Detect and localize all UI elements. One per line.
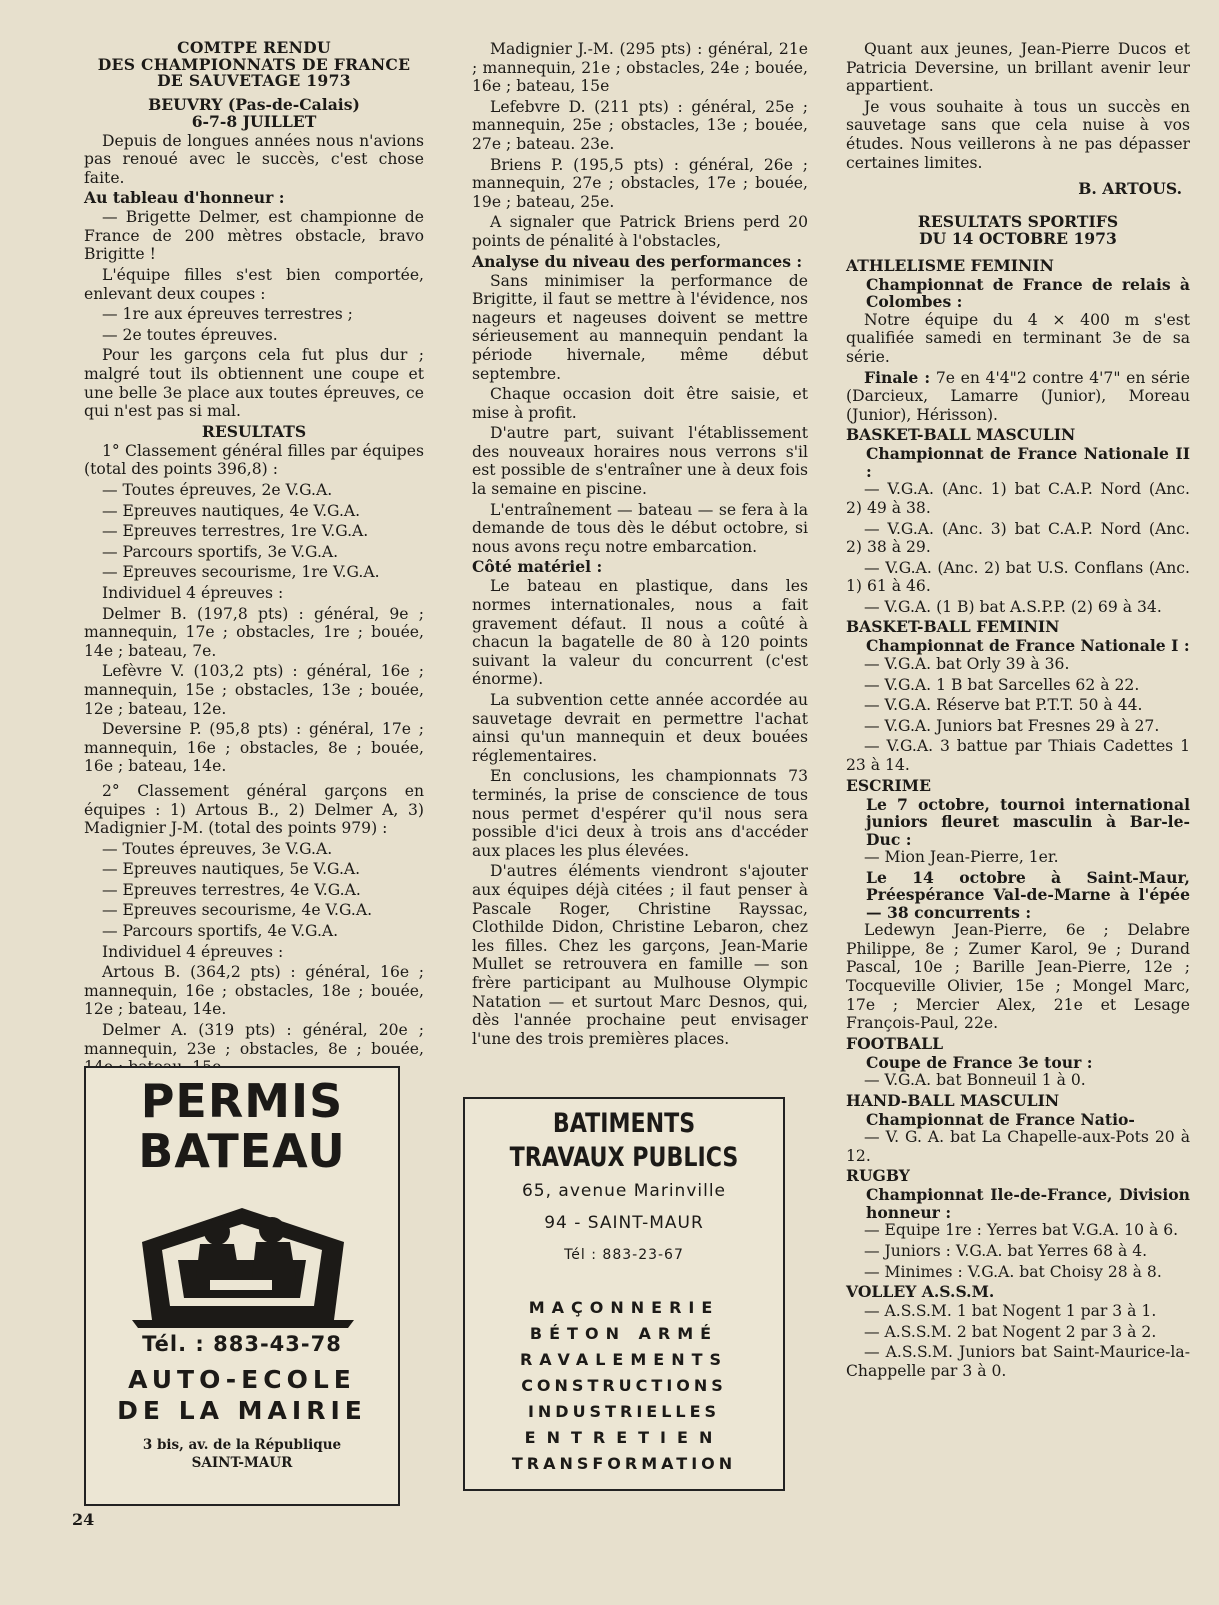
conclusion-paragraph: D'autres éléments viendront s'ajouter aux équipes déjà citées ; il faut penser à Pascale Roger, Christine Rayssac, Clothilde Didon, Christine Lebaron, chez les filles. Chez les garçons, Jean-Marie Mullet se retrouvera en famille — son frère participant au Mulhouse Olympic Natation — et surtout Marc Desnos, qui, dès l'année prochaine peut envisager l'une des trois premières places. xyxy=(472,862,808,1048)
girls-result-item: — Parcours sportifs, 3e V.G.A. xyxy=(102,542,339,561)
boys-result-item: — Epreuves terrestres, 4e V.G.A. xyxy=(102,880,361,899)
article-title-line-1: COMTPE RENDU xyxy=(177,38,331,57)
boys-individual-result: Madignier J.-M. (295 pts) : général, 21e ; mannequin, 21e ; obstacles, 24e ; bouée, 16e ; bateau, 15e xyxy=(472,40,808,96)
girls-result-item: — Epreuves nautiques, 4e V.G.A. xyxy=(102,501,361,520)
boys-result-item: — Toutes épreuves, 3e V.G.A. xyxy=(102,839,333,858)
girls-cup-item: — 2e toutes épreuves. xyxy=(102,325,278,344)
handball-heading: HAND-BALL MASCULIN xyxy=(846,1090,1060,1110)
article-title-line-2: DES CHAMPIONNATS DE FRANCE xyxy=(97,54,411,74)
boys-individual-result: Delmer A. (319 pts) : général, 20e ; mannequin, 23e ; obstacles, 8e ; bouée, xyxy=(84,1021,424,1058)
ad-service: MAÇONNERIE xyxy=(528,1298,720,1317)
ad-headline: BATIMENTS xyxy=(552,1108,696,1139)
ad-headline: TRAVAUX PUBLICS xyxy=(509,1142,739,1173)
rugby-item: — Equipe 1re : Yerres bat V.G.A. 10 à 6. xyxy=(864,1221,1179,1240)
boys-individual-result: Artous B. (364,2 pts) : général, 16e ; mannequin, 16e ; obstacles, 18e ; bouée, 12e ; bateau, 14e. xyxy=(84,963,424,1019)
volley-heading: VOLLEY A.S.S.M. xyxy=(846,1282,995,1302)
material-heading: Côté matériel : xyxy=(472,557,603,577)
basketball-women-item: — V.G.A. 1 B bat Sarcelles 62 à 22. xyxy=(864,675,1140,694)
ad-service: ENTRETIEN xyxy=(524,1428,724,1447)
honour-text: — Brigette Delmer, est championne de France de 200 mètres obstacle, bravo Brigitte ! xyxy=(84,208,424,264)
analysis-paragraph: L'entraînement — bateau — se fera à la demande de tous dès le début octobre, si nous avons reçu notre embarcation. xyxy=(472,500,808,556)
penalty-note: A signaler que Patrick Briens perd 20 points de pénalité à l'obstacles, xyxy=(472,213,808,250)
analysis-paragraph: Chaque occasion doit être saisie, et mise à profit. xyxy=(472,385,808,422)
ad-headline: PERMIS xyxy=(140,1074,344,1128)
closing-paragraph: Je vous souhaite à tous un succès en sauvetage sans que cela nuise à vos études. Nous veillerons à ne pas dépasser certaines limites. xyxy=(846,97,1190,172)
final-label: Finale : xyxy=(864,367,931,387)
results-title-line-1: RESULTATS SPORTIFS xyxy=(917,211,1119,231)
volley-item: — A.S.S.M. 1 bat Nogent 1 par 3 à 1. xyxy=(864,1302,1157,1321)
rugby-item: — Minimes : V.G.A. bat Choisy 28 à 8. xyxy=(864,1262,1162,1281)
ad-phone: Tél : 883-23-67 xyxy=(564,1247,684,1263)
handball-item: — V. G. A. bat La Chapelle-aux-Pots 20 à 12. xyxy=(846,1128,1190,1165)
volley-item: — A.S.S.M. 2 bat Nogent 2 par 3 à 2. xyxy=(864,1322,1157,1341)
basketball-men-heading: BASKET-BALL MASCULIN xyxy=(846,425,1076,445)
girls-cup-item: — 1re aux épreuves terrestres ; xyxy=(102,305,353,324)
girls-individual-result: Deversine P. (95,8 pts) : général, 17e ; mannequin, 16e ; obstacles, 8e ; bouée, 16e ; bateau, 14e. xyxy=(84,720,424,776)
athletics-final xyxy=(846,369,1190,425)
ad-phone: Tél. : 883-43-78 xyxy=(142,1332,342,1356)
article-place: BEUVRY (Pas-de-Calais) xyxy=(148,94,360,114)
ad-school-name: DE LA MAIRIE xyxy=(117,1396,367,1425)
basketball-men-item: — V.G.A. (Anc. 2) bat U.S. Conflans (Anc. 1) 61 à 46. xyxy=(846,558,1190,596)
advertisement-batiments xyxy=(463,1097,785,1491)
basketball-women-sub: Championnat de France Nationale I : xyxy=(866,636,1190,656)
ad-city: 94 - SAINT-MAUR xyxy=(544,1213,704,1233)
football-item: — V.G.A. bat Bonneuil 1 à 0. xyxy=(864,1071,1086,1090)
honour-heading: Au tableau d'honneur : xyxy=(84,188,285,208)
football-sub: Coupe de France 3e tour : xyxy=(866,1052,1093,1072)
ad-service: RAVALEMENTS xyxy=(519,1350,729,1369)
ad-service: CONSTRUCTIONS xyxy=(521,1376,727,1395)
analysis-paragraph: Sans minimiser la performance de Brigitte, il faut se mettre à l'évidence, nos nageurs et nageuses doivent se mettre sérieusement au mannequin pendant la période hivernale, même début septembre. xyxy=(472,271,808,383)
ad-school-name: AUTO-ECOLE xyxy=(128,1365,356,1394)
girls-result-item: — Epreuves terrestres, 1re V.G.A. xyxy=(102,522,369,541)
volley-item: — A.S.S.M. Juniors bat Saint-Maurice-la-Chappelle par 3 à 0. xyxy=(846,1343,1190,1381)
basketball-women-item: — V.G.A. Réserve bat P.T.T. 50 à 44. xyxy=(864,696,1143,715)
rugby-item: — Juniors : V.G.A. bat Yerres 68 à 4. xyxy=(864,1242,1148,1261)
results-heading: RESULTATS xyxy=(201,421,307,441)
girls-result-item: — Toutes épreuves, 2e V.G.A. xyxy=(102,481,333,499)
fencing-item: — Mion Jean-Pierre, 1er. xyxy=(864,848,1059,867)
athletics-text: Notre équipe du 4 × 400 m s'est qualifiée samedi en terminant 3e de sa série. xyxy=(846,310,1190,366)
boys-result-item: — Parcours sportifs, 4e V.G.A. xyxy=(102,922,339,941)
page-number: 24 xyxy=(72,1510,95,1529)
article-title-line-3: DE SAUVETAGE 1973 xyxy=(157,71,351,90)
analysis-paragraph: D'autre part, suivant l'établissement des nouveaux horaires nous verrons s'il est possible de s'entraîner une à deux fois la semaine en piscine. xyxy=(472,424,808,499)
boys-text: Pour les garçons cela fut plus dur ; malgré tout ils obtiennent une coupe et une belle 3e place aux toutes épreuves, ce qui n'est pas si mal. xyxy=(84,346,424,421)
ad-street: 65, avenue Marinville xyxy=(521,1181,727,1201)
rugby-heading: RUGBY xyxy=(846,1166,910,1186)
motorboat-illustration-icon xyxy=(122,1180,362,1330)
boys-result-item: — Epreuves nautiques, 5e V.G.A. xyxy=(102,860,361,879)
column-3 xyxy=(846,40,1190,1383)
handball-sub: Championnat de France Natio- xyxy=(866,1109,1135,1129)
intro-paragraph: Depuis de longues années nous n'avions pas renoué avec le succès, c'est chose faite. xyxy=(84,131,424,187)
conclusion-paragraph: En conclusions, les championnats 73 terminés, la prise de conscience de tous nous permet d'espérer qu'il nous sera possible d'ici deux à trois ans d'accéder aux places les plus élevées. xyxy=(472,767,808,860)
boys-individual-heading: Individuel 4 épreuves : xyxy=(102,942,284,961)
boys-individual-result: Lefebvre D. (211 pts) : général, 25e ; mannequin, 25e ; obstacles, 13e ; bouée, 27e ; bateau. 23e. xyxy=(472,97,808,153)
fencing-item: Ledewyn Jean-Pierre, 6e ; Delabre Philippe, 8e ; Zumer Karol, 9e ; Durand Pascal, 10e ; Barille Jean-Pierre, 12e ; Tocqueville Olivier, 15e ; Mongel Marc, 17e ; Mercier Alex, 21e et Lesage François-Paul, 22e. xyxy=(846,921,1190,1033)
basketball-men-item: — V.G.A. (Anc. 3) bat C.A.P. Nord (Anc. 2) 38 à 29. xyxy=(846,519,1190,557)
girls-individual-result: Delmer B. (197,8 pts) : général, 9e ; mannequin, 17e ; obstacles, 1re ; bouée, 14e ; bateau, 7e. xyxy=(84,604,424,660)
fencing-sub: Le 14 octobre à Saint-Maur, Préespérance Val-de-Marne à l'épée — 38 concurrents : xyxy=(866,867,1190,922)
basketball-women-item: — V.G.A. bat Orly 39 à 36. xyxy=(864,654,1070,673)
girls-text: L'équipe filles s'est bien comportée, enlevant deux coupes : xyxy=(84,266,424,303)
athletics-heading: ATHLELISME FEMININ xyxy=(846,255,1054,275)
athletics-sub: Championnat de France de relais à Colombes : xyxy=(866,274,1190,312)
boys-result-item: — Epreuves secourisme, 4e V.G.A. xyxy=(102,901,373,920)
results-title-line-2: DU 14 OCTOBRE 1973 xyxy=(919,228,1117,248)
basketball-women-heading: BASKET-BALL FEMININ xyxy=(846,617,1060,637)
material-paragraph: Le bateau en plastique, dans les normes internationales, nous a fait gravement défaut. Il nous a coûté à chacun la bagatelle de 80 à 120 points suivant la valeur du concurrent (c'est énorme). xyxy=(472,577,808,689)
closing-paragraph: Quant aux jeunes, Jean-Pierre Ducos et Patricia Deversine, un brillant avenir leur appartient. xyxy=(846,40,1190,96)
basketball-women-item: — V.G.A. 3 battue par Thiais Cadettes 1 23 à 14. xyxy=(846,737,1190,774)
ad-headline: BATEAU xyxy=(138,1124,346,1178)
signature: B. ARTOUS. xyxy=(1078,179,1182,199)
ad-service: TRANSFORMATION xyxy=(511,1454,737,1473)
analysis-heading: Analyse du niveau des performances : xyxy=(472,251,803,271)
basketball-men-item: — V.G.A. (1 B) bat A.S.P.P. (2) 69 à 34. xyxy=(864,597,1162,616)
boys-classification: 2° Classement général garçons en équipes : 1) Artous B., 2) Delmer A, 3) Madignier J-M. (total des points 979) : xyxy=(84,781,424,838)
ad-city: SAINT-MAUR xyxy=(191,1455,293,1471)
fencing-sub: Le 7 octobre, tournoi international juniors fleuret masculin à Bar-le-Duc : xyxy=(866,794,1190,849)
column-1 xyxy=(84,40,424,1079)
column-2 xyxy=(472,40,808,1050)
girls-individual-heading: Individuel 4 épreuves : xyxy=(102,583,284,602)
fencing-heading: ESCRIME xyxy=(846,775,931,795)
article-dates: 6-7-8 JUILLET xyxy=(191,111,317,131)
football-heading: FOOTBALL xyxy=(846,1033,944,1053)
advertisement-permis-bateau xyxy=(84,1066,400,1506)
basketball-women-item: — V.G.A. Juniors bat Fresnes 29 à 27. xyxy=(864,716,1160,735)
ad-service: BÉTON ARMÉ xyxy=(529,1324,719,1343)
basketball-men-sub: Championnat de France Nationale II : xyxy=(866,444,1190,481)
ad-address: 3 bis, av. de la République xyxy=(142,1437,342,1453)
final-text: 7e en 4'4"2 contre 4'7" en série (Darcieux, Lamarre (Junior), Moreau (Junior), Hérisson). xyxy=(846,368,1190,424)
girls-classification: 1° Classement général filles par équipes (total des points 396,8) : xyxy=(84,441,424,479)
ad-service: INDUSTRIELLES xyxy=(527,1402,721,1421)
boys-individual-result: Briens P. (195,5 pts) : général, 26e ; mannequin, 27e ; obstacles, 17e ; bouée, 19e ; bateau, 25e. xyxy=(472,155,808,211)
basketball-men-item: — V.G.A. (Anc. 1) bat C.A.P. Nord (Anc. 2) 49 à 38. xyxy=(846,480,1190,517)
girls-individual-result: Lefèvre V. (103,2 pts) : général, 16e ; mannequin, 15e ; obstacles, 13e ; bouée, 12e ; bateau, 12e. xyxy=(84,662,424,718)
girls-result-item: — Epreuves secourisme, 1re V.G.A. xyxy=(102,563,380,582)
rugby-sub: Championnat Ile-de-France, Division honneur : xyxy=(866,1185,1190,1222)
material-paragraph: La subvention cette année accordée au sauvetage devrait en permettre l'achat ainsi qu'un mannequin et deux bouées réglementaires. xyxy=(472,691,808,765)
